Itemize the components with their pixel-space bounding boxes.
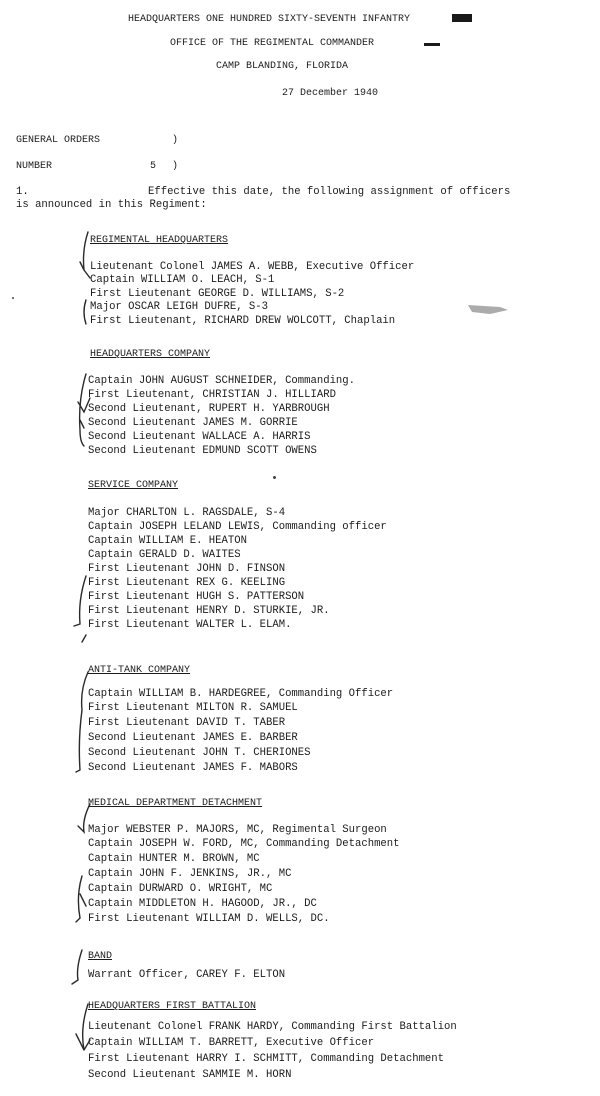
ink-speck — [12, 297, 14, 299]
officer-entry: First Lieutenant GEORGE D. WILLIAMS, S-2 — [90, 288, 345, 300]
officer-entry: Captain JOSEPH LELAND LEWIS, Commanding officer — [88, 521, 387, 533]
officer-entry: Second Lieutenant, RUPERT H. YARBROUGH — [88, 403, 330, 415]
officer-entry: Second Lieutenant JAMES M. GORRIE — [88, 417, 298, 429]
paragraph-number: 1. — [16, 186, 29, 198]
officer-entry: Captain MIDDLETON H. HAGOOD, JR., DC — [88, 898, 317, 910]
officer-entry: Captain WILLIAM O. LEACH, S-1 — [90, 274, 275, 286]
header-line-2: OFFICE OF THE REGIMENTAL COMMANDER — [170, 38, 375, 49]
header-line-3: CAMP BLANDING, FLORIDA — [216, 61, 349, 72]
section-title: SERVICE COMPANY — [88, 480, 179, 491]
officer-entry: Warrant Officer, CAREY F. ELTON — [88, 969, 286, 981]
officer-entry: Captain JOSEPH W. FORD, MC, Commanding Detachment — [88, 838, 400, 850]
ink-speck — [273, 476, 276, 479]
officer-entry: Captain DURWARD O. WRIGHT, MC — [88, 883, 273, 895]
section-title: BAND — [88, 951, 113, 962]
officer-entry: Captain HUNTER M. BROWN, MC — [88, 853, 260, 865]
section-title: HEADQUARTERS FIRST BATTALION — [88, 1001, 257, 1012]
officer-entry: First Lieutenant, RICHARD DREW WOLCOTT, Chaplain — [90, 315, 396, 327]
general-orders-paren: ) — [172, 135, 179, 146]
officer-entry: Captain JOHN F. JENKINS, JR., MC — [88, 868, 292, 880]
section-title: HEADQUARTERS COMPANY — [90, 349, 211, 360]
officer-entry: Second Lieutenant SAMMIE M. HORN — [88, 1069, 292, 1081]
officer-entry: First Lieutenant WALTER L. ELAM. — [88, 619, 292, 631]
officer-entry: First Lieutenant HUGH S. PATTERSON — [88, 591, 305, 603]
section-title: MEDICAL DEPARTMENT DETACHMENT — [88, 798, 263, 809]
number-paren: ) — [172, 161, 179, 172]
officer-entry: Lieutenant Colonel JAMES A. WEBB, Executive Officer — [90, 261, 415, 273]
officer-entry: First Lieutenant DAVID T. TABER — [88, 717, 286, 729]
officer-entry: Second Lieutenant WALLACE A. HARRIS — [88, 431, 311, 443]
officer-entry: Second Lieutenant EDMUND SCOTT OWENS — [88, 445, 317, 457]
officer-entry: Captain WILLIAM T. BARRETT, Executive Officer — [88, 1037, 375, 1049]
officer-entry: First Lieutenant HARRY I. SCHMITT, Commanding Detachment — [88, 1053, 445, 1065]
officer-entry: First Lieutenant, CHRISTIAN J. HILLIARD — [88, 389, 336, 401]
officer-entry: Major OSCAR LEIGH DUFRE, S-3 — [90, 301, 269, 313]
section-title: REGIMENTAL HEADQUARTERS — [90, 235, 229, 246]
number-value: 5 — [150, 161, 157, 172]
section-title: ANTI-TANK COMPANY — [88, 665, 191, 676]
paragraph-line-2: is announced in this Regiment: — [16, 199, 207, 211]
officer-entry: Captain WILLIAM B. HARDEGREE, Commanding Officer — [88, 688, 394, 700]
officer-entry: Second Lieutenant JOHN T. CHERIONES — [88, 747, 311, 759]
officer-entry: First Lieutenant WILLIAM D. WELLS, DC. — [88, 913, 330, 925]
officer-entry: Major WEBSTER P. MAJORS, MC, Regimental Surgeon — [88, 824, 387, 836]
officer-entry: Lieutenant Colonel FRANK HARDY, Commanding First Battalion — [88, 1021, 457, 1033]
officer-entry: First Lieutenant REX G. KEELING — [88, 577, 286, 589]
officer-entry: First Lieutenant HENRY D. STURKIE, JR. — [88, 605, 330, 617]
officer-entry: Captain GERALD D. WAITES — [88, 549, 241, 561]
general-orders-label: GENERAL ORDERS — [16, 135, 101, 146]
officer-entry: Major CHARLTON L. RAGSDALE, S-4 — [88, 507, 286, 519]
officer-entry: First Lieutenant MILTON R. SAMUEL — [88, 702, 298, 714]
officer-entry: Second Lieutenant JAMES E. BARBER — [88, 732, 298, 744]
paragraph-line-1: Effective this date, the following assignment of officers — [148, 186, 511, 198]
officer-entry: Captain JOHN AUGUST SCHNEIDER, Commanding. — [88, 375, 356, 387]
header-line-1: HEADQUARTERS ONE HUNDRED SIXTY-SEVENTH INFANTRY — [128, 14, 411, 25]
officer-entry: Captain WILLIAM E. HEATON — [88, 535, 247, 547]
number-label: NUMBER — [16, 161, 53, 172]
officer-entry: First Lieutenant JOHN D. FINSON — [88, 563, 286, 575]
officer-entry: Second Lieutenant JAMES F. MABORS — [88, 762, 298, 774]
document-date: 27 December 1940 — [282, 88, 379, 99]
